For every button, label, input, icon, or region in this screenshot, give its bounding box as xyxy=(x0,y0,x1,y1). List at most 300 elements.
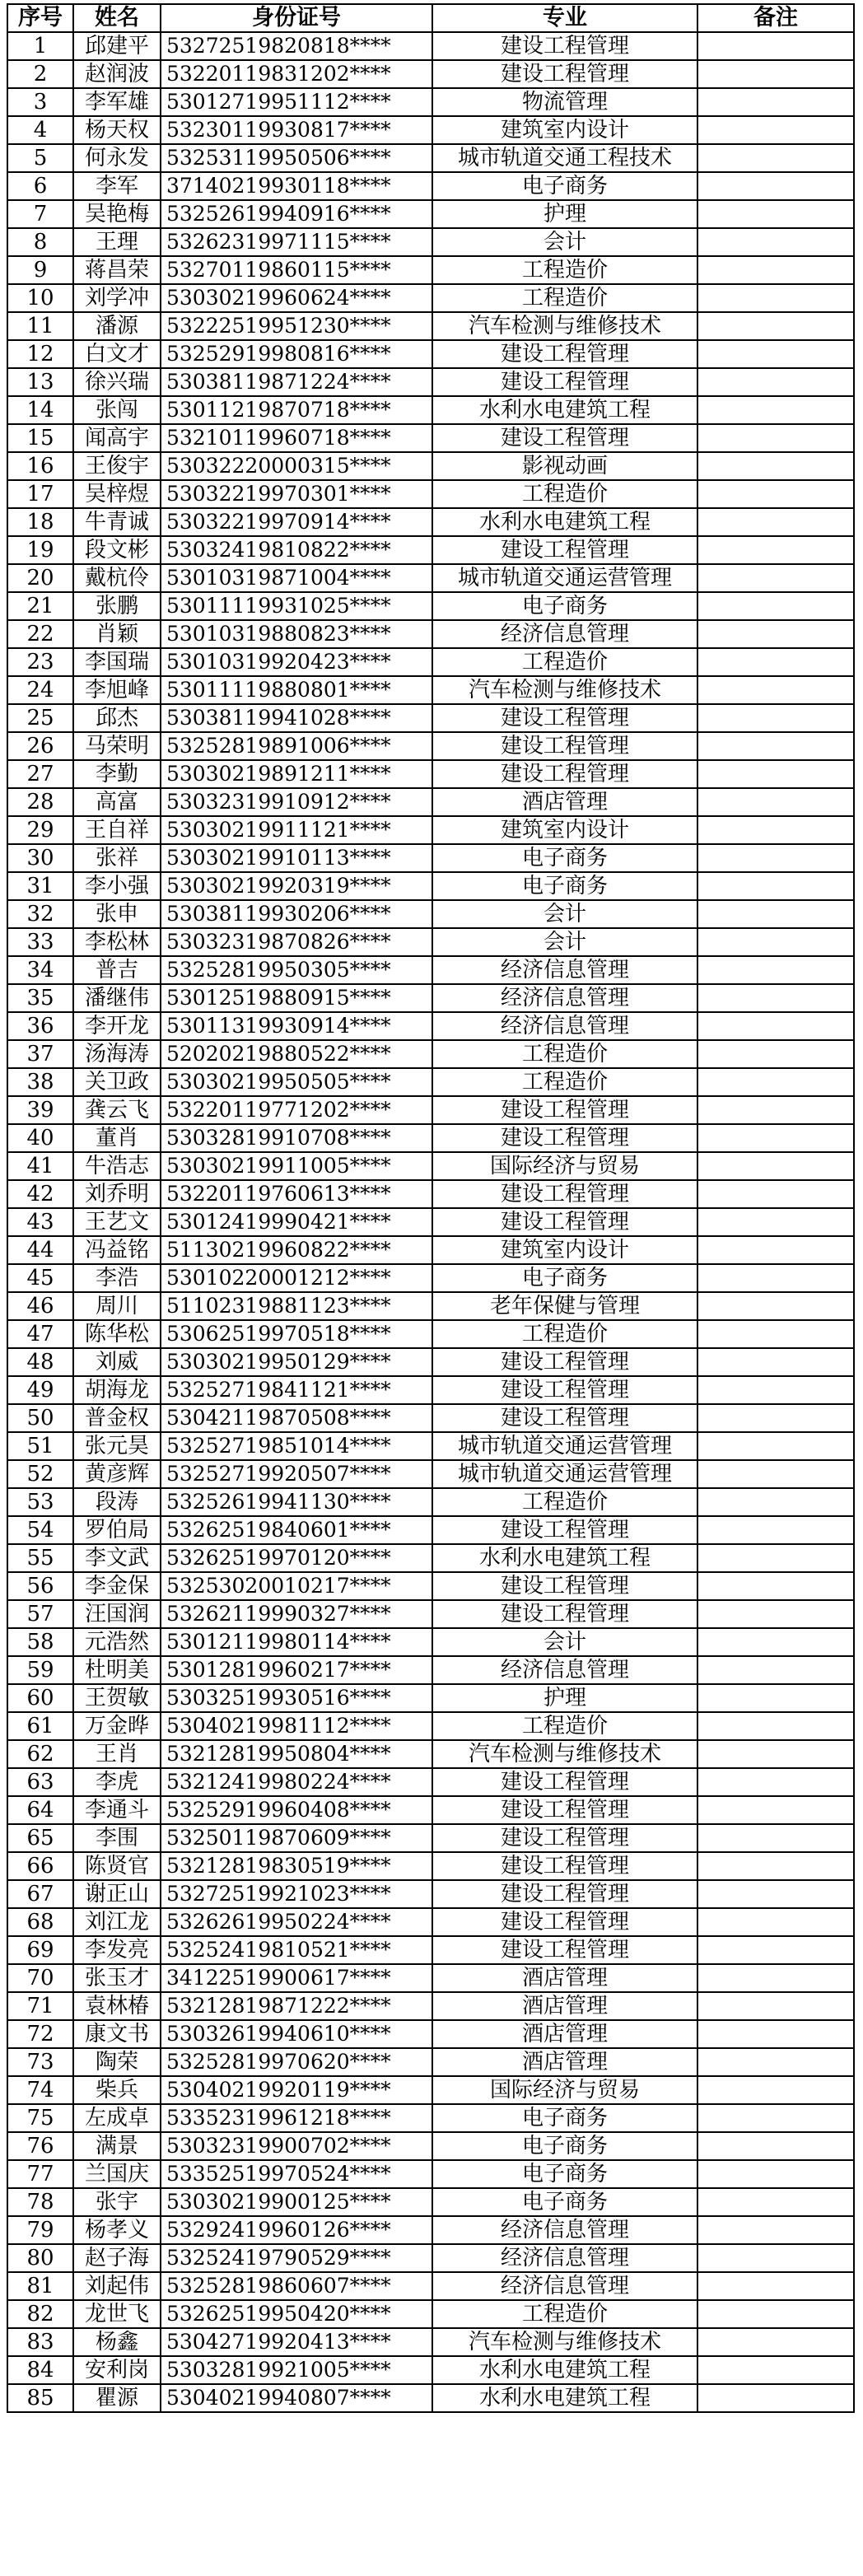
id-number-cell: 53010319871004**** xyxy=(161,564,432,592)
row-number: 14 xyxy=(7,396,73,424)
row-number: 62 xyxy=(7,1740,73,1768)
note-cell xyxy=(697,1348,854,1376)
major-cell: 经济信息管理 xyxy=(432,620,697,648)
table-row xyxy=(7,2020,854,2048)
name-cell: 董肖 xyxy=(73,1124,161,1152)
major-cell: 经济信息管理 xyxy=(432,984,697,1012)
major-cell: 建设工程管理 xyxy=(432,1600,697,1628)
id-number-cell: 53012119980114**** xyxy=(161,1628,432,1656)
row-number: 10 xyxy=(7,284,73,312)
row-number: 17 xyxy=(7,480,73,508)
id-number-cell: 53030219960624**** xyxy=(161,284,432,312)
id-number-cell: 53030219900125**** xyxy=(161,2188,432,2216)
id-number-cell: 53032220000315**** xyxy=(161,452,432,480)
row-number: 37 xyxy=(7,1040,73,1068)
note-cell xyxy=(697,1376,854,1404)
table-row xyxy=(7,60,854,88)
name-cell: 吴艳梅 xyxy=(73,200,161,228)
note-cell xyxy=(697,1936,854,1964)
major-cell: 建设工程管理 xyxy=(432,1796,697,1824)
major-cell: 建设工程管理 xyxy=(432,1572,697,1600)
major-cell: 工程造价 xyxy=(432,2300,697,2328)
row-number: 28 xyxy=(7,788,73,816)
note-cell xyxy=(697,592,854,620)
note-cell xyxy=(697,900,854,928)
id-number-cell: 34122519900617**** xyxy=(161,1964,432,1992)
note-cell xyxy=(697,844,854,872)
row-number: 24 xyxy=(7,676,73,704)
table-row xyxy=(7,1096,854,1124)
major-cell: 电子商务 xyxy=(432,2160,697,2188)
row-number: 75 xyxy=(7,2104,73,2132)
major-cell: 电子商务 xyxy=(432,872,697,900)
major-cell: 汽车检测与维修技术 xyxy=(432,312,697,340)
table-row xyxy=(7,1180,854,1208)
table-row xyxy=(7,760,854,788)
table-row xyxy=(7,340,854,368)
table-row xyxy=(7,2356,854,2384)
id-number-cell: 53030219911121**** xyxy=(161,816,432,844)
note-cell xyxy=(697,1544,854,1572)
id-number-cell: 53032419810822**** xyxy=(161,536,432,564)
major-cell: 水利水电建筑工程 xyxy=(432,1544,697,1572)
name-cell: 李国瑞 xyxy=(73,648,161,676)
table-row xyxy=(7,2188,854,2216)
table-row xyxy=(7,704,854,732)
row-number: 41 xyxy=(7,1152,73,1180)
table-row xyxy=(7,844,854,872)
major-cell: 电子商务 xyxy=(432,1264,697,1292)
name-cell: 王艺文 xyxy=(73,1208,161,1236)
row-number: 49 xyxy=(7,1376,73,1404)
name-cell: 安利岗 xyxy=(73,2356,161,2384)
name-cell: 何永发 xyxy=(73,144,161,172)
note-cell xyxy=(697,60,854,88)
note-cell xyxy=(697,2020,854,2048)
major-cell: 工程造价 xyxy=(432,1040,697,1068)
note-cell xyxy=(697,88,854,116)
table-row xyxy=(7,1516,854,1544)
name-cell: 杨鑫 xyxy=(73,2328,161,2356)
name-cell: 张元昊 xyxy=(73,1432,161,1460)
name-cell: 万金晔 xyxy=(73,1712,161,1740)
major-cell: 建设工程管理 xyxy=(432,424,697,452)
table-row xyxy=(7,1124,854,1152)
name-cell: 兰国庆 xyxy=(73,2160,161,2188)
note-cell xyxy=(697,536,854,564)
name-cell: 王肖 xyxy=(73,1740,161,1768)
major-cell: 水利水电建筑工程 xyxy=(432,2356,697,2384)
name-cell: 李文武 xyxy=(73,1544,161,1572)
id-number-cell: 53012419990421**** xyxy=(161,1208,432,1236)
name-cell: 普吉 xyxy=(73,956,161,984)
major-cell: 经济信息管理 xyxy=(432,2272,697,2300)
row-number: 72 xyxy=(7,2020,73,2048)
row-number: 80 xyxy=(7,2244,73,2272)
table-row xyxy=(7,1880,854,1908)
major-cell: 建设工程管理 xyxy=(432,1852,697,1880)
major-cell: 经济信息管理 xyxy=(432,1656,697,1684)
row-number: 40 xyxy=(7,1124,73,1152)
row-number: 16 xyxy=(7,452,73,480)
row-number: 59 xyxy=(7,1656,73,1684)
row-number: 19 xyxy=(7,536,73,564)
note-cell xyxy=(697,1208,854,1236)
name-cell: 邱杰 xyxy=(73,704,161,732)
major-cell: 水利水电建筑工程 xyxy=(432,396,697,424)
table-row xyxy=(7,1292,854,1320)
note-cell xyxy=(697,1600,854,1628)
major-cell: 电子商务 xyxy=(432,592,697,620)
table-row xyxy=(7,480,854,508)
id-number-cell: 53252719841121**** xyxy=(161,1376,432,1404)
table-row xyxy=(7,1152,854,1180)
note-cell xyxy=(697,1152,854,1180)
row-number: 9 xyxy=(7,256,73,284)
note-cell xyxy=(697,620,854,648)
name-cell: 陈贤官 xyxy=(73,1852,161,1880)
id-number-cell: 53012819960217**** xyxy=(161,1656,432,1684)
row-number: 32 xyxy=(7,900,73,928)
id-number-cell: 51130219960822**** xyxy=(161,1236,432,1264)
id-number-cell: 53062519970518**** xyxy=(161,1320,432,1348)
id-number-cell: 53252819891006**** xyxy=(161,732,432,760)
name-cell: 张鹏 xyxy=(73,592,161,620)
note-cell xyxy=(697,1320,854,1348)
note-cell xyxy=(697,1096,854,1124)
table-row xyxy=(7,816,854,844)
row-number: 13 xyxy=(7,368,73,396)
id-number-cell: 53252919960408**** xyxy=(161,1796,432,1824)
note-cell xyxy=(697,2272,854,2300)
row-number: 69 xyxy=(7,1936,73,1964)
major-cell: 建设工程管理 xyxy=(432,1208,697,1236)
id-number-cell: 53352519970524**** xyxy=(161,2160,432,2188)
major-cell: 工程造价 xyxy=(432,1320,697,1348)
name-cell: 白文才 xyxy=(73,340,161,368)
header-row xyxy=(7,4,854,32)
header-name: 姓名 xyxy=(73,4,161,32)
table-row xyxy=(7,1852,854,1880)
note-cell xyxy=(697,1292,854,1320)
note-cell xyxy=(697,2384,854,2412)
name-cell: 李通斗 xyxy=(73,1796,161,1824)
name-cell: 张闯 xyxy=(73,396,161,424)
name-cell: 李开龙 xyxy=(73,1012,161,1040)
note-cell xyxy=(697,2160,854,2188)
table-row xyxy=(7,424,854,452)
id-number-cell: 53292419960126**** xyxy=(161,2216,432,2244)
id-number-cell: 53262319971115**** xyxy=(161,228,432,256)
id-number-cell: 53230119930817**** xyxy=(161,116,432,144)
major-cell: 工程造价 xyxy=(432,284,697,312)
table-row xyxy=(7,1236,854,1264)
row-number: 53 xyxy=(7,1488,73,1516)
note-cell xyxy=(697,1432,854,1460)
major-cell: 建设工程管理 xyxy=(432,368,697,396)
row-number: 21 xyxy=(7,592,73,620)
name-cell: 吴梓煜 xyxy=(73,480,161,508)
table-row xyxy=(7,452,854,480)
row-number: 1 xyxy=(7,32,73,60)
name-cell: 李松林 xyxy=(73,928,161,956)
table-row xyxy=(7,872,854,900)
name-cell: 汪国润 xyxy=(73,1600,161,1628)
header-id: 身份证号 xyxy=(161,4,432,32)
row-number: 76 xyxy=(7,2132,73,2160)
row-number: 58 xyxy=(7,1628,73,1656)
table-row xyxy=(7,1936,854,1964)
note-cell xyxy=(697,2188,854,2216)
note-cell xyxy=(697,872,854,900)
name-cell: 满景 xyxy=(73,2132,161,2160)
row-number: 66 xyxy=(7,1852,73,1880)
name-cell: 李小强 xyxy=(73,872,161,900)
name-cell: 杨天权 xyxy=(73,116,161,144)
major-cell: 电子商务 xyxy=(432,172,697,200)
table-row xyxy=(7,1376,854,1404)
table-row xyxy=(7,200,854,228)
note-cell xyxy=(697,1852,854,1880)
table-row xyxy=(7,1908,854,1936)
row-number: 3 xyxy=(7,88,73,116)
name-cell: 牛青诚 xyxy=(73,508,161,536)
row-number: 61 xyxy=(7,1712,73,1740)
row-number: 35 xyxy=(7,984,73,1012)
note-cell xyxy=(697,1068,854,1096)
id-number-cell: 52020219880522**** xyxy=(161,1040,432,1068)
name-cell: 高富 xyxy=(73,788,161,816)
header-major: 专业 xyxy=(432,4,697,32)
note-cell xyxy=(697,116,854,144)
note-cell xyxy=(697,2244,854,2272)
table-row xyxy=(7,956,854,984)
table-row xyxy=(7,1824,854,1852)
name-cell: 周川 xyxy=(73,1292,161,1320)
id-number-cell: 53032319900702**** xyxy=(161,2132,432,2160)
major-cell: 汽车检测与维修技术 xyxy=(432,1740,697,1768)
table-row xyxy=(7,2244,854,2272)
major-cell: 影视动画 xyxy=(432,452,697,480)
row-number: 57 xyxy=(7,1600,73,1628)
row-number: 27 xyxy=(7,760,73,788)
row-number: 26 xyxy=(7,732,73,760)
major-cell: 城市轨道交通工程技术 xyxy=(432,144,697,172)
name-cell: 李军 xyxy=(73,172,161,200)
table-row xyxy=(7,536,854,564)
note-cell xyxy=(697,984,854,1012)
major-cell: 老年保健与管理 xyxy=(432,1292,697,1320)
row-number: 74 xyxy=(7,2076,73,2104)
major-cell: 建筑室内设计 xyxy=(432,1236,697,1264)
table-row xyxy=(7,1544,854,1572)
table-row xyxy=(7,1404,854,1432)
name-cell: 李金保 xyxy=(73,1572,161,1600)
id-number-cell: 53252719851014**** xyxy=(161,1432,432,1460)
name-cell: 李勤 xyxy=(73,760,161,788)
id-number-cell: 53010319880823**** xyxy=(161,620,432,648)
name-cell: 邱建平 xyxy=(73,32,161,60)
row-number: 64 xyxy=(7,1796,73,1824)
major-cell: 酒店管理 xyxy=(432,1964,697,1992)
major-cell: 汽车检测与维修技术 xyxy=(432,2328,697,2356)
table-row xyxy=(7,1068,854,1096)
name-cell: 段涛 xyxy=(73,1488,161,1516)
id-number-cell: 53030219910113**** xyxy=(161,844,432,872)
id-number-cell: 53252719920507**** xyxy=(161,1460,432,1488)
name-cell: 潘源 xyxy=(73,312,161,340)
row-number: 52 xyxy=(7,1460,73,1488)
name-cell: 袁林椿 xyxy=(73,1992,161,2020)
id-number-cell: 53252819970620**** xyxy=(161,2048,432,2076)
row-number: 78 xyxy=(7,2188,73,2216)
name-cell: 刘起伟 xyxy=(73,2272,161,2300)
note-cell xyxy=(697,1740,854,1768)
table-row xyxy=(7,732,854,760)
major-cell: 电子商务 xyxy=(432,844,697,872)
row-number: 15 xyxy=(7,424,73,452)
name-cell: 李围 xyxy=(73,1824,161,1852)
id-number-cell: 53253020010217**** xyxy=(161,1572,432,1600)
table-row xyxy=(7,1460,854,1488)
name-cell: 陈华松 xyxy=(73,1320,161,1348)
major-cell: 建设工程管理 xyxy=(432,1824,697,1852)
table-row xyxy=(7,564,854,592)
name-cell: 冯益铭 xyxy=(73,1236,161,1264)
table-row xyxy=(7,648,854,676)
major-cell: 会计 xyxy=(432,228,697,256)
major-cell: 酒店管理 xyxy=(432,2020,697,2048)
name-cell: 赵润波 xyxy=(73,60,161,88)
table-row xyxy=(7,2160,854,2188)
table-row xyxy=(7,1040,854,1068)
name-cell: 康文书 xyxy=(73,2020,161,2048)
row-number: 25 xyxy=(7,704,73,732)
table-row xyxy=(7,1348,854,1376)
major-cell: 建设工程管理 xyxy=(432,1768,697,1796)
id-number-cell: 53032219970914**** xyxy=(161,508,432,536)
major-cell: 会计 xyxy=(432,900,697,928)
table-row xyxy=(7,1796,854,1824)
id-number-cell: 53032819921005**** xyxy=(161,2356,432,2384)
major-cell: 会计 xyxy=(432,928,697,956)
note-cell xyxy=(697,2216,854,2244)
row-number: 31 xyxy=(7,872,73,900)
note-cell xyxy=(697,172,854,200)
major-cell: 物流管理 xyxy=(432,88,697,116)
row-number: 34 xyxy=(7,956,73,984)
row-number: 23 xyxy=(7,648,73,676)
name-cell: 闻高宇 xyxy=(73,424,161,452)
major-cell: 城市轨道交通运营管理 xyxy=(432,564,697,592)
table-row xyxy=(7,900,854,928)
name-cell: 张宇 xyxy=(73,2188,161,2216)
row-number: 6 xyxy=(7,172,73,200)
table-row xyxy=(7,1572,854,1600)
name-cell: 李浩 xyxy=(73,1264,161,1292)
name-cell: 戴杭伶 xyxy=(73,564,161,592)
row-number: 73 xyxy=(7,2048,73,2076)
note-cell xyxy=(697,760,854,788)
id-number-cell: 53011119880801**** xyxy=(161,676,432,704)
table-row xyxy=(7,984,854,1012)
id-number-cell: 53011219870718**** xyxy=(161,396,432,424)
id-number-cell: 53032219970301**** xyxy=(161,480,432,508)
id-number-cell: 53030219891211**** xyxy=(161,760,432,788)
row-number: 55 xyxy=(7,1544,73,1572)
table-row xyxy=(7,1264,854,1292)
row-number: 33 xyxy=(7,928,73,956)
note-cell xyxy=(697,1404,854,1432)
table-row xyxy=(7,788,854,816)
note-cell xyxy=(697,732,854,760)
major-cell: 护理 xyxy=(432,200,697,228)
id-number-cell: 53038119941028**** xyxy=(161,704,432,732)
table-row xyxy=(7,172,854,200)
row-number: 60 xyxy=(7,1684,73,1712)
major-cell: 工程造价 xyxy=(432,1068,697,1096)
name-cell: 张玉才 xyxy=(73,1964,161,1992)
major-cell: 国际经济与贸易 xyxy=(432,1152,697,1180)
row-number: 51 xyxy=(7,1432,73,1460)
note-cell xyxy=(697,1180,854,1208)
id-number-cell: 53032619940610**** xyxy=(161,2020,432,2048)
id-number-cell: 51102319881123**** xyxy=(161,1292,432,1320)
table-row xyxy=(7,368,854,396)
note-cell xyxy=(697,1908,854,1936)
id-number-cell: 53262519840601**** xyxy=(161,1516,432,1544)
row-number: 43 xyxy=(7,1208,73,1236)
table-row xyxy=(7,2272,854,2300)
row-number: 50 xyxy=(7,1404,73,1432)
id-number-cell: 53030219950129**** xyxy=(161,1348,432,1376)
major-cell: 工程造价 xyxy=(432,1712,697,1740)
note-cell xyxy=(697,1992,854,2020)
id-number-cell: 37140219930118**** xyxy=(161,172,432,200)
table-row xyxy=(7,116,854,144)
id-number-cell: 53222519951230**** xyxy=(161,312,432,340)
note-cell xyxy=(697,1264,854,1292)
table-row xyxy=(7,1992,854,2020)
note-cell xyxy=(697,424,854,452)
major-cell: 工程造价 xyxy=(432,256,697,284)
table-row xyxy=(7,88,854,116)
id-number-cell: 53252819860607**** xyxy=(161,2272,432,2300)
note-cell xyxy=(697,2048,854,2076)
name-cell: 关卫政 xyxy=(73,1068,161,1096)
name-cell: 刘江龙 xyxy=(73,1908,161,1936)
id-number-cell: 53252819950305**** xyxy=(161,956,432,984)
row-number: 30 xyxy=(7,844,73,872)
id-number-cell: 53030219950505**** xyxy=(161,1068,432,1096)
id-number-cell: 53272519820818**** xyxy=(161,32,432,60)
row-number: 5 xyxy=(7,144,73,172)
row-number: 44 xyxy=(7,1236,73,1264)
note-cell xyxy=(697,1488,854,1516)
table-row xyxy=(7,1656,854,1684)
id-number-cell: 53042119870508**** xyxy=(161,1404,432,1432)
id-number-cell: 53040219940807**** xyxy=(161,2384,432,2412)
table-row xyxy=(7,1488,854,1516)
note-cell xyxy=(697,788,854,816)
note-cell xyxy=(697,340,854,368)
note-cell xyxy=(697,1796,854,1824)
major-cell: 建设工程管理 xyxy=(432,1376,697,1404)
note-cell xyxy=(697,2132,854,2160)
note-cell xyxy=(697,312,854,340)
table-row xyxy=(7,1600,854,1628)
id-number-cell: 53270119860115**** xyxy=(161,256,432,284)
